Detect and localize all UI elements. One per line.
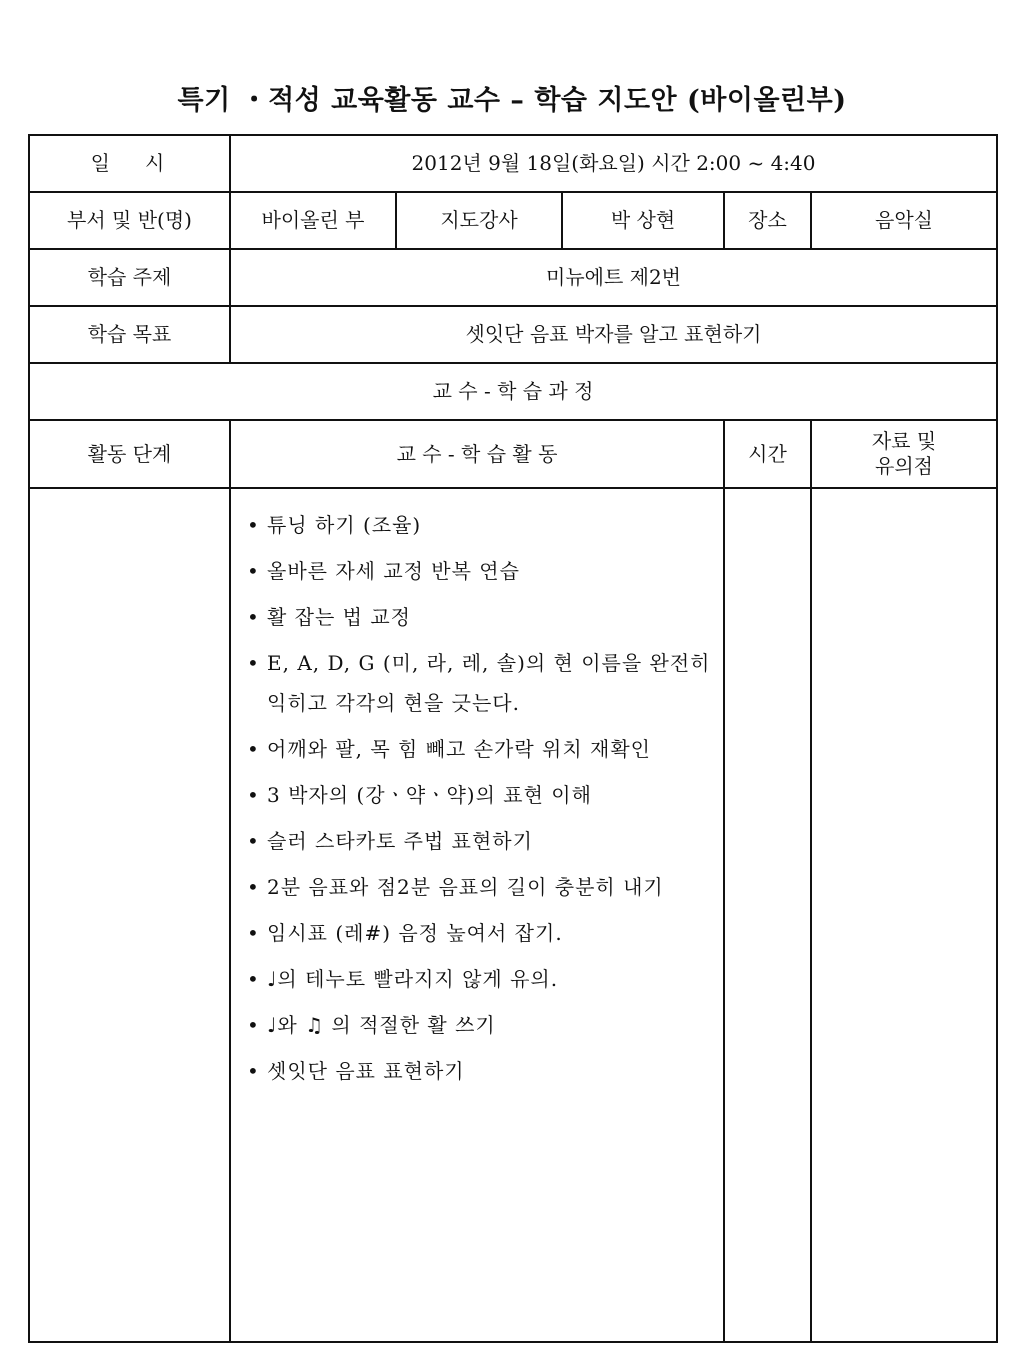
process-header: 교 수 - 학 습 과 정 — [29, 363, 997, 420]
list-item: • 어깨와 팔, 목 힘 빼고 손가락 위치 재확인 — [245, 729, 723, 769]
activity-body-row — [29, 488, 997, 1342]
list-item: • 3 박자의 (강ㆍ약ㆍ약)의 표현 이해 — [245, 775, 723, 815]
instructor-value: 박 상현 — [562, 192, 724, 249]
goal-value: 셋잇단 음표 박자를 알고 표현하기 — [230, 306, 997, 363]
materials-cell — [811, 488, 997, 1342]
list-item: • 활 잡는 법 교정 — [245, 597, 723, 637]
stage-header: 활동 단계 — [29, 420, 230, 488]
date-row — [29, 135, 997, 192]
place-value: 음악실 — [811, 192, 997, 249]
process-header-row — [29, 363, 997, 420]
time-cell — [724, 488, 811, 1342]
materials-header-line1: 자료 및 — [871, 429, 937, 453]
dept-row — [29, 192, 997, 249]
goal-label: 학습 목표 — [29, 306, 230, 363]
time-header: 시간 — [724, 420, 811, 488]
date-label: 일 시 — [29, 135, 230, 192]
list-item: • 올바른 자세 교정 반복 연습 — [245, 551, 723, 591]
page-title: 특기 ・적성 교육활동 교수 – 학습 지도안 (바이올린부) — [177, 85, 847, 116]
activity-header: 교 수 - 학 습 활 동 — [230, 420, 724, 488]
list-item: • 슬러 스타카토 주법 표현하기 — [245, 821, 723, 861]
goal-row — [29, 306, 997, 363]
list-item: • E, A, D, G (미, 라, 레, 솔)의 현 이름을 완전히 익히고 각각의 현을 긋는다. — [245, 643, 723, 723]
list-item: • 임시표 (레#) 음정 높여서 잡기. — [245, 913, 723, 953]
list-item: • ♩의 테누토 빨라지지 않게 유의. — [245, 959, 723, 999]
topic-row — [29, 249, 997, 306]
list-item: • 튜닝 하기 (조율) — [245, 505, 723, 545]
topic-value: 미뉴에트 제2번 — [230, 249, 997, 306]
dept-value: 바이올린 부 — [230, 192, 396, 249]
column-header-row — [29, 420, 997, 488]
stage-cell — [29, 488, 230, 1342]
list-item: • ♩와 ♫ 의 적절한 활 쓰기 — [245, 1005, 723, 1045]
instructor-label: 지도강사 — [396, 192, 562, 249]
activity-cell — [230, 488, 724, 1342]
place-label: 장소 — [724, 192, 811, 249]
list-item: • 셋잇단 음표 표현하기 — [245, 1051, 723, 1091]
dept-label: 부서 및 반(명) — [29, 192, 230, 249]
topic-label: 학습 주제 — [29, 249, 230, 306]
date-value: 2012년 9월 18일(화요일) 시간 2:00 ~ 4:40 — [230, 135, 997, 192]
lesson-plan-table — [28, 134, 998, 1343]
materials-header — [811, 420, 997, 488]
materials-header-line2: 유의점 — [875, 454, 933, 478]
activity-list — [231, 489, 723, 1091]
list-item: • 2분 음표와 점2분 음표의 길이 충분히 내기 — [245, 867, 723, 907]
